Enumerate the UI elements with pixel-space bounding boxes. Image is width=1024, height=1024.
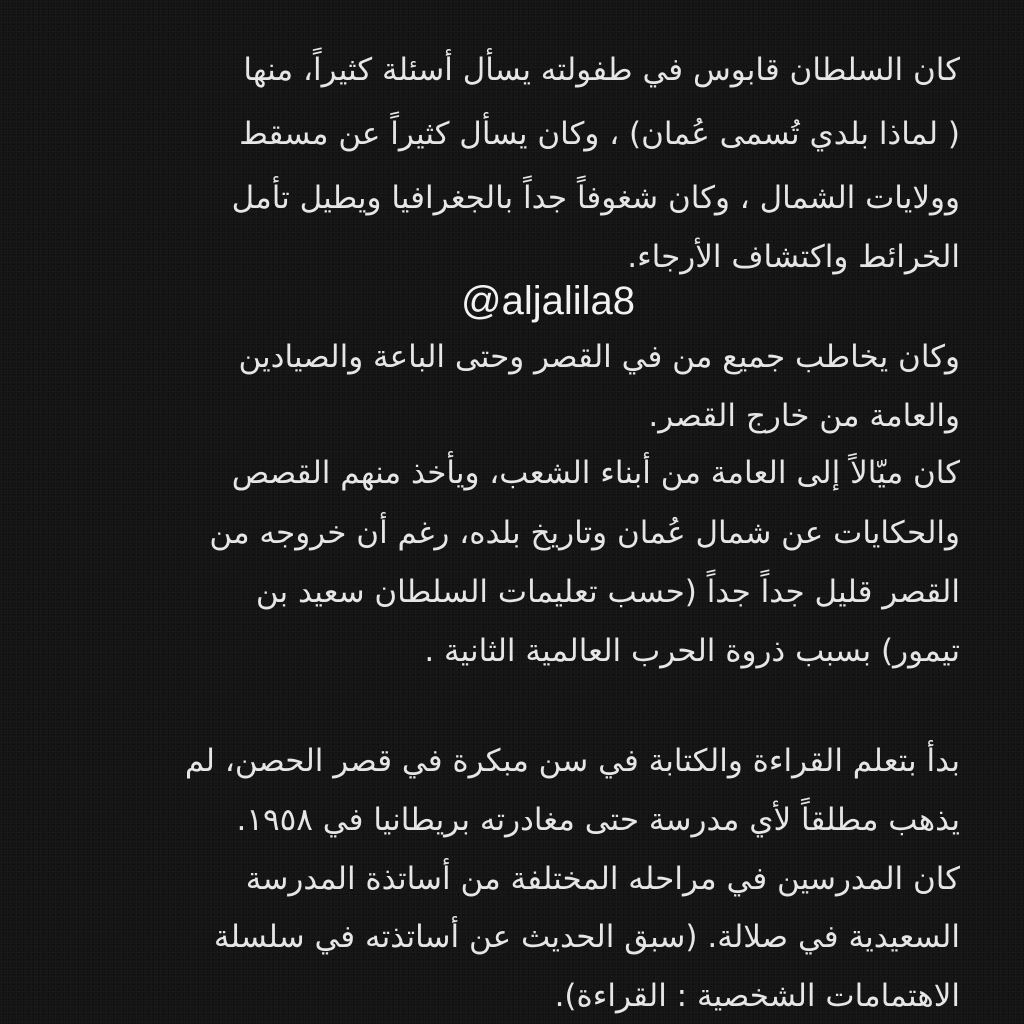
paragraph-3-line-1: كان ميّالاً إلى العامة من أبناء الشعب، ويأخذ منهم القصص [231, 455, 960, 491]
paragraph-2-line-1: وكان يخاطب جميع من في القصر وحتى الباعة والصيادين [238, 339, 960, 375]
paragraph-4-line-5: الاهتمامات الشخصية : القراءة). [554, 978, 960, 1014]
paragraph-4-line-1: بدأ بتعلم القراءة والكتابة في سن مبكرة في قصر الحصن، لم [184, 743, 960, 779]
document-page [40, 36, 960, 1014]
paragraph-1-line-3: وولايات الشمال ، وكان شغوفاً جداً بالجغرافيا ويطيل تأمل [231, 180, 960, 216]
paragraph-1-line-2: ( لماذا بلدي تُسمى عُمان) ، وكان يسأل كثيراً عن مسقط [239, 116, 960, 152]
paragraph-1-line-4: الخرائط واكتشاف الأرجاء. [627, 239, 960, 275]
paragraph-2-line-2: والعامة من خارج القصر. [648, 398, 960, 434]
paragraph-4-line-4: السعيدية في صلالة. (سبق الحديث عن أساتذته في سلسلة [213, 919, 960, 955]
paragraph-4-line-2: يذهب مطلقاً لأي مدرسة حتى مغادرته بريطانيا في ١٩٥٨. [236, 802, 960, 838]
paragraph-1-line-1: كان السلطان قابوس في طفولته يسأل أسئلة كثيراً، منها [243, 52, 960, 88]
paragraph-3-line-2: والحكايات عن شمال عُمان وتاريخ بلده، رغم أن خروجه من [209, 515, 960, 551]
paragraph-3-line-4: تيمور) بسبب ذروة الحرب العالمية الثانية . [424, 633, 960, 669]
paragraph-3-line-3: القصر قليل جداً جداً (حسب تعليمات السلطان سعيد بن [255, 574, 960, 610]
watermark-handle: @aljalila8 [460, 279, 636, 323]
paragraph-4-line-3: كان المدرسين في مراحله المختلفة من أساتذة المدرسة [245, 861, 960, 897]
